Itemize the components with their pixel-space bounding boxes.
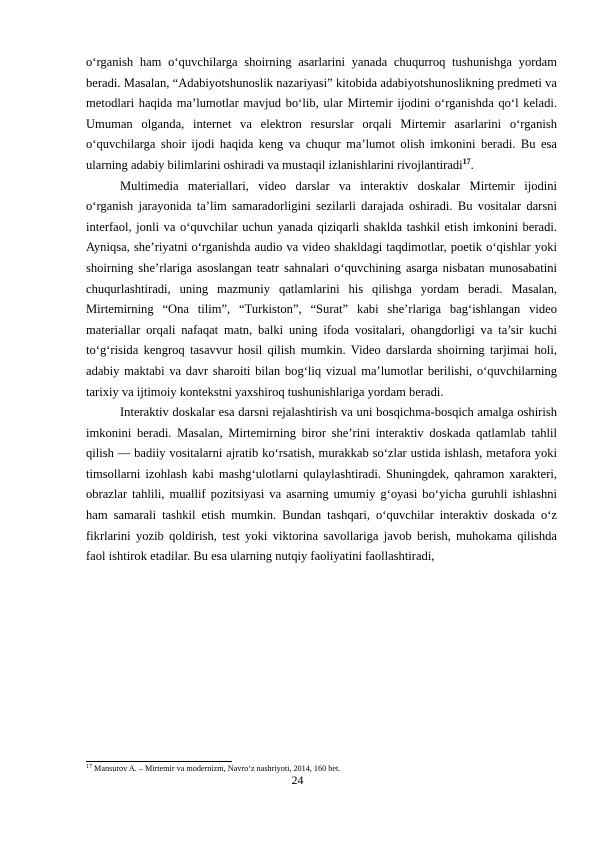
paragraph-1-end: . (470, 157, 474, 172)
paragraph-3: Interaktiv doskalar esa darsni rejalashtirish va uni bosqichma-bosqich amalga oshirish imkonini beradi. Masalan, Mirtemirning biror she’rini interaktiv doskada qatlamlab tahlil qilish — badiiy vositalarni ajratib ko‘rsatish, murakkab so‘zlar ustida ishlash, metafora yoki timsollarni izohlash kabi mashg‘ulotlarni qulaylashtiradi. Shuningdek, qahramon xarakteri, obrazlar tahlili, muallif pozitsiyasi va asarning umumiy g‘oyasi bo‘yicha guruhli ishlashni ham samarali tashkil etish mumkin. Bundan tashqari, o‘quvchilar interaktiv doskada o‘z fikrlarini yozib qoldirish, test yoki viktorina savollariga javob berish, muhokama qilishda faol ishtirok etadilar. Bu esa ularning nutqiy faoliyatini faollashtiradi, (86, 405, 557, 564)
paragraph-2: Multimedia materiallari, video darslar va interaktiv doskalar Mirtemir ijodini o‘rganish jarayonida ta’lim samaradorligini sezilarli darajada oshiradi. Bu vositalar darsni interfaol, jonli va o‘quvchilar uchun yanada qiziqarli shaklda tashkil etish imkonini beradi. Ayniqsa, she’riyatni o‘rganishda audio va video shakldagi taqdimotlar, poetik o‘qishlar yoki shoirning she’rlariga asoslangan teatr sahnalari o‘quvchining asarga nisbatan munosabatini chuqurlashtiradi, uning mazmuniy qatlamlarini his qilishga yordam beradi. Masalan, Mirtemirning “Ona tilim”, “Turkiston”, “Surat” kabi she’rlariga bag‘ishlangan video materiallar orqali nafaqat matn, balki uning ifoda vositalari, ohangdorligi va ta’sir kuchi to‘g‘risida kengroq tasavvur hosil qilish mumkin. Video darslarda shoirning tarjimai holi, adabiy maktabi va davr sharoiti bilan bog‘liq vizual ma’lumotlar berilishi, o‘quvchilarning tarixiy va ijtimoiy kontekstni yaxshiroq tushunishlariga yordam beradi. (86, 178, 557, 399)
page-body (86, 52, 557, 567)
footnote-number: 17 (86, 764, 92, 770)
footnote-reference[interactable]: 17 (462, 156, 471, 166)
page-number: 24 (291, 773, 304, 787)
footnote-text: Mansurov A. – Mirtemir va modernizm, Navro‘z nashriyoti, 2014, 160 bet. (92, 764, 341, 773)
footnote-divider (86, 761, 232, 762)
paragraph-1-text: o‘rganish ham o‘quvchilarga shoirning asarlarini yanada chuqurroq tushunishga yordam beradi. Masalan, “Adabiyotshunoslik nazariyasi” kitobida adabiyotshunoslikning predmeti va metodlari haqida ma’lumotlar mavjud bo‘lib, ular Mirtemir ijodini o‘rganishda qo‘l keladi. Umuman olganda, internet va elektron resurslar orqali Mirtemir asarlarini o‘rganish o‘quvchilarga shoir ijodi haqida keng va chuqur ma’lumot olish imkonini beradi. Bu esa ularning adabiy bilimlarini oshiradi va mustaqil izlanishlarini rivojlantiradi (86, 55, 557, 172)
paragraph-1 (86, 52, 557, 176)
